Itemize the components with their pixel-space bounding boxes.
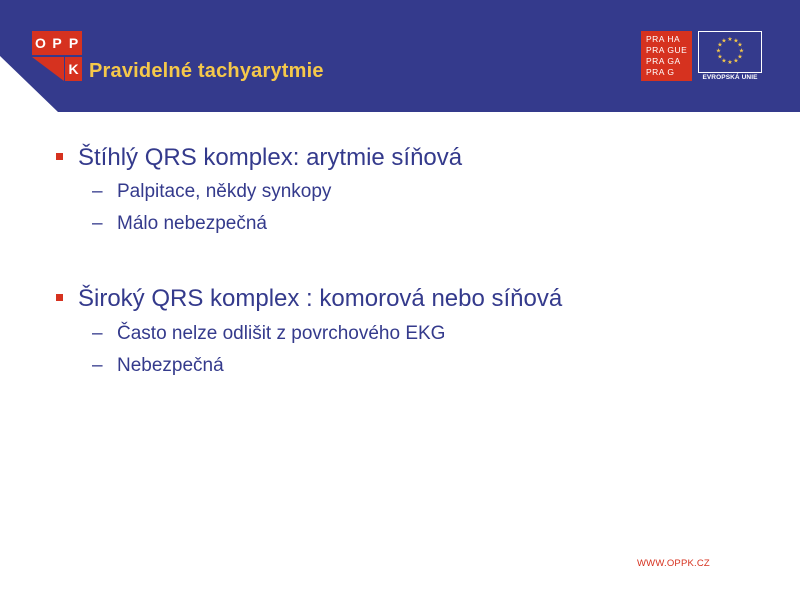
eu-caption: EVROPSKÁ UNIE [702, 74, 758, 81]
bullet-text: Štíhlý QRS komplex: arytmie síňová [78, 144, 463, 171]
sub-bullet-text: Málo nebezpečná [117, 213, 267, 234]
praha-logo-line: PRA HA [646, 34, 681, 44]
sub-bullet-item [92, 213, 267, 235]
dash-icon: – [92, 323, 103, 344]
bullet-item [78, 144, 462, 172]
svg-text:★: ★ [715, 47, 722, 55]
svg-text:★: ★ [717, 41, 723, 49]
logo-letter-p1: P [49, 31, 65, 55]
svg-text:★: ★ [737, 41, 743, 49]
svg-text:★: ★ [733, 57, 739, 65]
logo-letter-p2: P [65, 31, 82, 55]
svg-text:★: ★ [727, 36, 733, 43]
footer-url-link[interactable]: WWW.OPPK.CZ [637, 558, 710, 569]
sub-bullet-text: Často nelze odlišit z povrchového EKG [117, 323, 446, 344]
bullet-item [78, 285, 562, 313]
praha-logo-line: PRA GA [646, 56, 681, 66]
sub-bullet-text: Palpitace, někdy synkopy [117, 181, 332, 202]
sub-bullet-item [92, 181, 332, 203]
bullet-square-icon [56, 294, 63, 301]
sub-bullet-item [92, 355, 224, 377]
praha-logo-line: PRA GUE [646, 45, 688, 55]
praha-logo-line: PRA G [646, 67, 675, 77]
dash-icon: – [92, 355, 103, 376]
svg-text:★: ★ [738, 47, 745, 55]
sub-bullet-item [92, 323, 446, 345]
dash-icon: – [92, 213, 103, 234]
slide-title: Pravidelné tachyarytmie [89, 60, 324, 82]
svg-text:★: ★ [717, 53, 723, 61]
logo-letter-o: O [32, 31, 49, 55]
svg-text:★: ★ [733, 37, 739, 45]
svg-text:★: ★ [727, 59, 733, 66]
svg-text:★: ★ [737, 53, 743, 61]
logo-letter-k: K [65, 57, 82, 81]
svg-text:★: ★ [721, 37, 727, 45]
bullet-square-icon [56, 153, 63, 160]
dash-icon: – [92, 181, 103, 202]
svg-text:★: ★ [721, 57, 727, 65]
sub-bullet-text: Nebezpečná [117, 355, 224, 376]
bullet-text: Široký QRS komplex : komorová nebo síňová [78, 285, 563, 312]
